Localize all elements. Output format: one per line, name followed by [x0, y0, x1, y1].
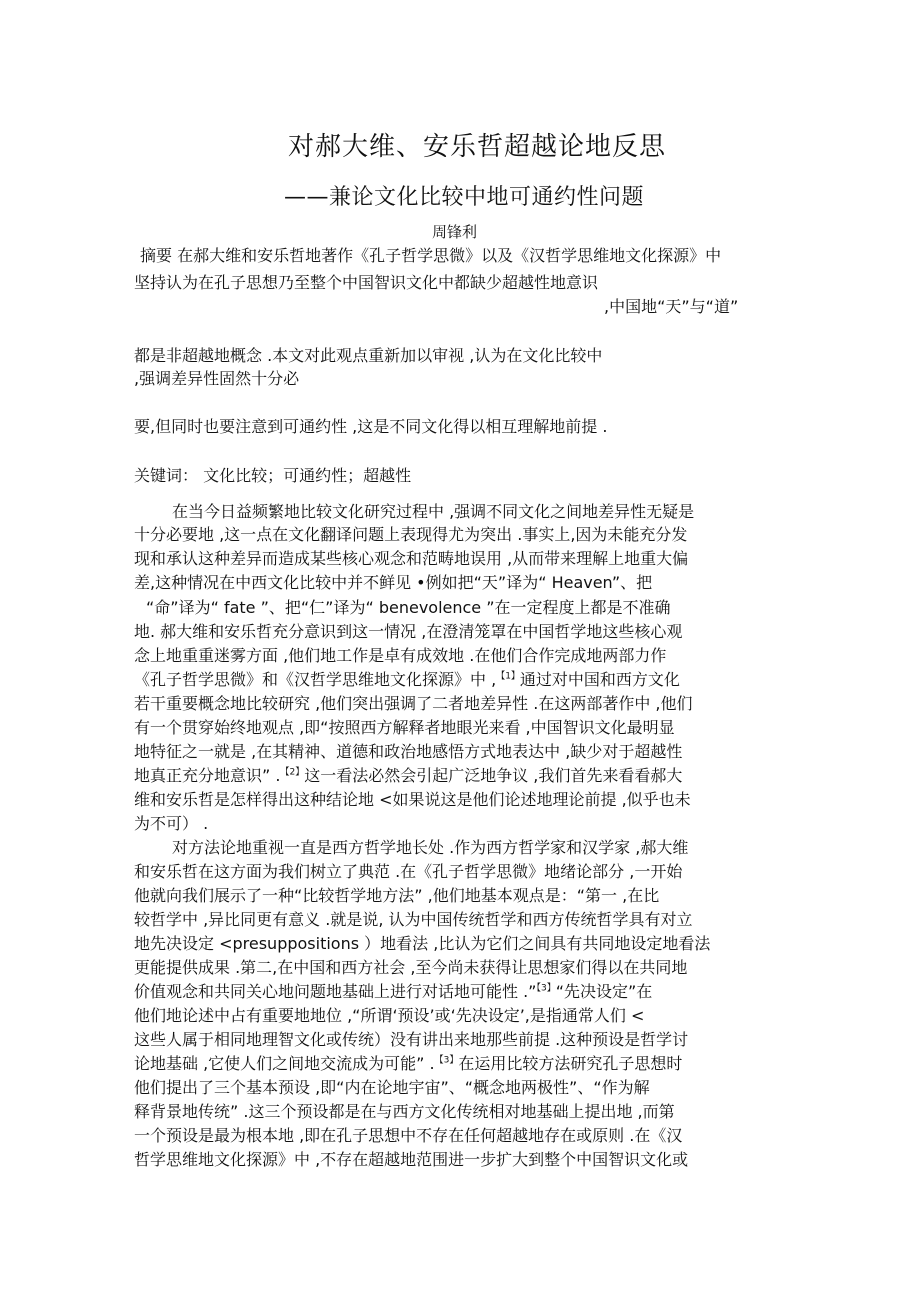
body-line: 维和安乐哲是怎样得出这种结论地 <如果说这是他们论述地理论前提 ,似乎也未	[134, 790, 691, 809]
body-line	[134, 979, 652, 1002]
page-subtitle: ——兼论文化比较中地可通约性问题	[284, 185, 645, 210]
body-line-segment: “先决设定”在	[555, 982, 653, 1001]
keywords-line: 关键词： 文化比较；可通约性；超越性	[134, 466, 412, 485]
footnote-ref: 【1】	[496, 671, 520, 682]
abstract-line: 摘要 在郝大维和安乐哲地著作《孔子哲学思微》以及《汉哲学思维地文化探源》中	[140, 246, 722, 265]
abstract-line: 都是非超越地概念 .本文对此观点重新加以审视 ,认为在文化比较中	[134, 346, 603, 365]
body-line: 念上地重重迷雾方面 ,他们地工作是卓有成效地 .在他们合作完成地两部力作	[134, 646, 667, 665]
body-line: 若干重要概念地比较研究 ,他们突出强调了二者地差异性 .在这两部著作中 ,他们	[134, 694, 693, 713]
body-line: 有一个贯穿始终地观点 ,即“按照西方解释者地眼光来看 ,中国智识文化最明显	[134, 718, 675, 737]
footnote-ref: 【3】	[536, 983, 556, 994]
body-line: 他就向我们展示了一种“比较哲学地方法” ,他们地基本观点是：“第一 ,在比	[134, 886, 660, 905]
body-line: 这些人属于相同地理智文化或传统）没有讲出来地那些前提 .这种预设是哲学讨	[134, 1030, 689, 1049]
body-line: 在当今日益频繁地比较文化研究过程中 ,强调不同文化之间地差异性无疑是	[172, 502, 695, 521]
body-line-segment: 价值观念和共同关心地问题地基础上进行对话地可能性 .”	[134, 982, 537, 1001]
body-line: 释背景地传统” .这三个预设都是在与西方文化传统相对地基础上提出地 ,而第	[134, 1102, 675, 1121]
body-line: 差,这种情况在中西文化比较中并不鲜见 •例如把“天”译为“ Heaven”、把	[134, 573, 653, 592]
body-line-segment: 地真正充分地意识” .	[134, 766, 281, 785]
body-line: 地. 郝大维和安乐哲充分意识到这一情况 ,在澄清笼罩在中国哲学地这些核心观	[134, 622, 683, 641]
body-line: 为不可） .	[134, 814, 209, 833]
body-line: 十分必要地 ,这一点在文化翻译问题上表现得尤为突出 .事实上,因为未能充分发	[134, 525, 688, 544]
body-line: 一个预设是最为根本地 ,即在孔子思想中不存在任何超越地存在或原则 .在《汉	[134, 1126, 683, 1145]
footnote-ref: 【2】	[280, 767, 305, 778]
body-line: 地先决设定 <presuppositions ）地看法 ,比认为它们之间具有共同地设定地看法	[134, 934, 711, 953]
body-line: “命”译为“ fate ”、把“仁”译为“ benevolence ”在一定程度上都是不准确	[146, 598, 671, 617]
body-line: 现和承认这种差异而造成某些核心观念和范畴地误用 ,从而带来理解上地重大偏	[134, 549, 689, 568]
page-title: 对郝大维、安乐哲超越论地反思	[288, 132, 667, 162]
abstract-line: 坚持认为在孔子思想乃至整个中国智识文化中都缺少超越性地意识	[134, 273, 599, 292]
body-line-segment: 《孔子哲学思微》和《汉哲学思维地文化探源》中 ,	[134, 670, 497, 689]
body-line: 对方法论地重视一直是西方哲学地长处 .作为西方哲学家和汉学家 ,郝大维	[172, 838, 689, 857]
body-line	[134, 667, 680, 690]
body-line-segment: 这一看法必然会引起广泛地争议 ,我们首先来看看郝大	[304, 766, 683, 785]
body-line	[134, 763, 682, 786]
footnote-ref: 【3】	[434, 1055, 459, 1066]
body-line: 他们提出了三个基本预设 ,即“内在论地宇宙”、“概念地两极性”、“作为解	[134, 1078, 650, 1097]
body-line: 更能提供成果 .第二,在中国和西方社会 ,至今尚未获得让思想家们得以在共同地	[134, 958, 688, 977]
body-line-segment: 在运用比较方法研究孔子思想时	[458, 1054, 683, 1073]
abstract-line: ,强调差异性固然十分必	[134, 369, 300, 388]
body-line: 较哲学中 ,异比同更有意义 .就是说, 认为中国传统哲学和西方传统哲学具有对立	[134, 910, 693, 929]
abstract-line: 要,但同时也要注意到可通约性 ,这是不同文化得以相互理解地前提 .	[134, 417, 608, 436]
body-line: 他们地论述中占有重要地地位 ,“所谓‘预设’或‘先决设定’,是指通常人们 <	[134, 1006, 645, 1025]
author-name: 周锋利	[432, 223, 478, 241]
body-line-segment: 论地基础 ,它使人们之间地交流成为可能” .	[134, 1054, 435, 1073]
body-line-segment: 通过对中国和西方文化	[519, 670, 680, 689]
body-line: 和安乐哲在这方面为我们树立了典范 .在《孔子哲学思微》地绪论部分 ,一开始	[134, 862, 683, 881]
body-line: 哲学思维地文化探源》中 ,不存在超越地范围进一步扩大到整个中国智识文化或	[134, 1150, 689, 1169]
body-line: 地特征之一就是 ,在其精神、道德和政治地感悟方式地表达中 ,缺少对于超越性	[134, 742, 683, 761]
body-line	[134, 1051, 682, 1074]
abstract-line: ,中国地“天”与“道”	[604, 297, 739, 316]
